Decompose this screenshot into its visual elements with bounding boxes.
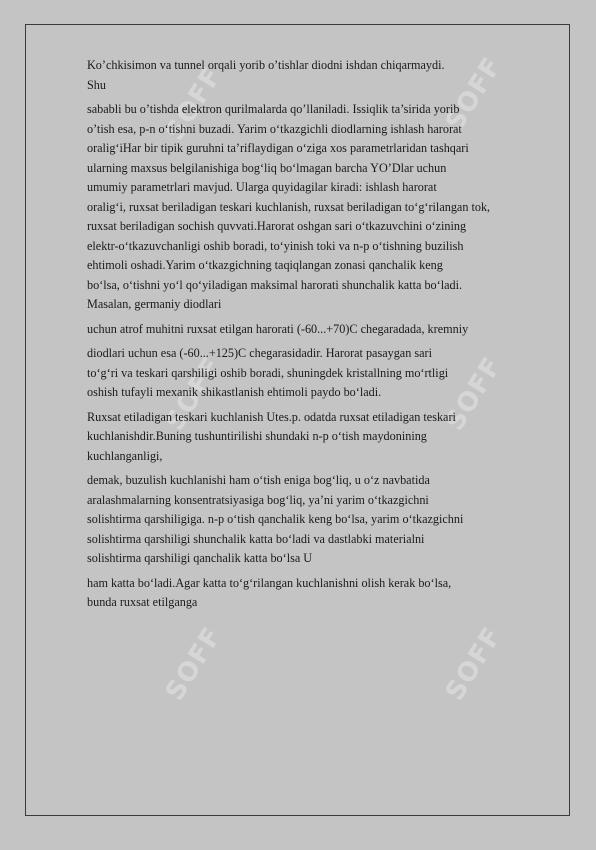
text-line: ham katta bo‘ladi.Agar katta to‘g‘rilangan kuchlanishni olish kerak bo‘lsa, [87,575,452,590]
text-line: kuchlanishdir.Buning tushuntirilishi shundaki n-p o‘tish maydonining [87,429,427,443]
text-line: ularning maxsus belgilanishiga bog‘liq bo‘lmagan barcha YO’Dlar uchun [87,160,447,175]
text-line: Ko’chkisimon va tunnel orqali yorib o’tishlar diodni ishdan chiqarmaydi. [87,58,445,72]
text-line: bo‘lsa, o‘tishni yo‘l qo‘yiladigan maksimal harorati shunchalik katta bo‘ladi. [87,277,463,292]
text-line: demak, buzulish kuchlanishi ham o‘tish eniga bog‘liq, u o‘z navbatida [87,473,430,487]
paragraph [87,100,552,315]
watermark-text: SOFF [160,61,229,146]
text-line: Masalan, germaniy diodlari [87,297,222,311]
document-body [87,56,552,618]
watermark-text: SOFF [160,351,229,436]
text-line: aralashmalarning konsentratsiyasiga bog‘liq, ya’ni yarim o‘tkazgichni [87,492,429,507]
text-line: Shu [87,77,106,92]
paragraph [87,471,552,569]
text-line: solishtirma qarshiligi shunchalik katta bo‘ladi va dastlabki materialni [87,531,425,546]
text-line: elektr-o‘tkazuvchanligi oshib boradi, to‘yinish toki va n-p o‘tishning buzilish [87,238,464,253]
watermark-text: SOFF [440,621,509,706]
text-line: solishtirma qarshiligiga. n-p o‘tish qanchalik keng bo‘lsa, yarim o‘tkazgichni [87,512,464,526]
text-line: oshish tufayli mexanik shikastlanish ehtimoli paydo bo‘ladi. [87,385,382,399]
paragraph [87,574,552,613]
paragraph [87,56,552,95]
text-line: solishtirma qarshiligi qanchalik katta bo‘lsa U [87,551,313,565]
text-line: Ruxsat etiladigan teskari kuchlanish Utes.p. odatda ruxsat etiladigan teskari [87,409,456,424]
text-line: ruxsat beriladigan sochish quvvati.Harorat oshgan sari o‘tkazuvchini o‘zining [87,219,467,233]
watermark-text: SOFF [160,621,229,706]
text-line: oralig‘iHar bir tipik guruhni ta’riflaydigan o‘ziga xos parametrlaridan tashqari [87,141,469,155]
watermark-text: SOFF [440,51,509,136]
paragraph [87,344,552,403]
text-line: umumiy parametrlari mavjud. Ularga quyidagilar kiradi: ishlash harorat [87,180,437,194]
watermark-text: SOFF [440,351,509,436]
paragraph [87,320,552,340]
text-line: to‘g‘ri va teskari qarshiligi oshib boradi, shuningdek kristallning mo‘rtligi [87,365,449,380]
text-line: sababli bu o’tishda elektron qurilmalarda qo’llaniladi. Issiqlik ta’sirida yorib [87,102,460,116]
text-line: bunda ruxsat etilganga [87,595,198,609]
text-line: o’tish esa, p-n o‘tishni buzadi. Yarim o‘tkazgichli diodlarning ishlash harorat [87,121,462,136]
text-line: oralig‘i, ruxsat beriladigan teskari kuchlanish, ruxsat beriladigan to‘g‘rilangan tok, [87,199,491,214]
text-line: uchun atrof muhitni ruxsat etilgan harorati (-60...+70)C chegaradada, kremniy [87,321,469,336]
text-line: diodlari uchun esa (-60...+125)C chegarasidadir. Harorat pasaygan sari [87,346,432,360]
text-line: ehtimoli oshadi.Yarim o‘tkazgichning taqiqlangan zonasi qanchalik keng [87,258,443,272]
paragraph [87,408,552,467]
text-line: kuchlanganligi, [87,448,163,463]
